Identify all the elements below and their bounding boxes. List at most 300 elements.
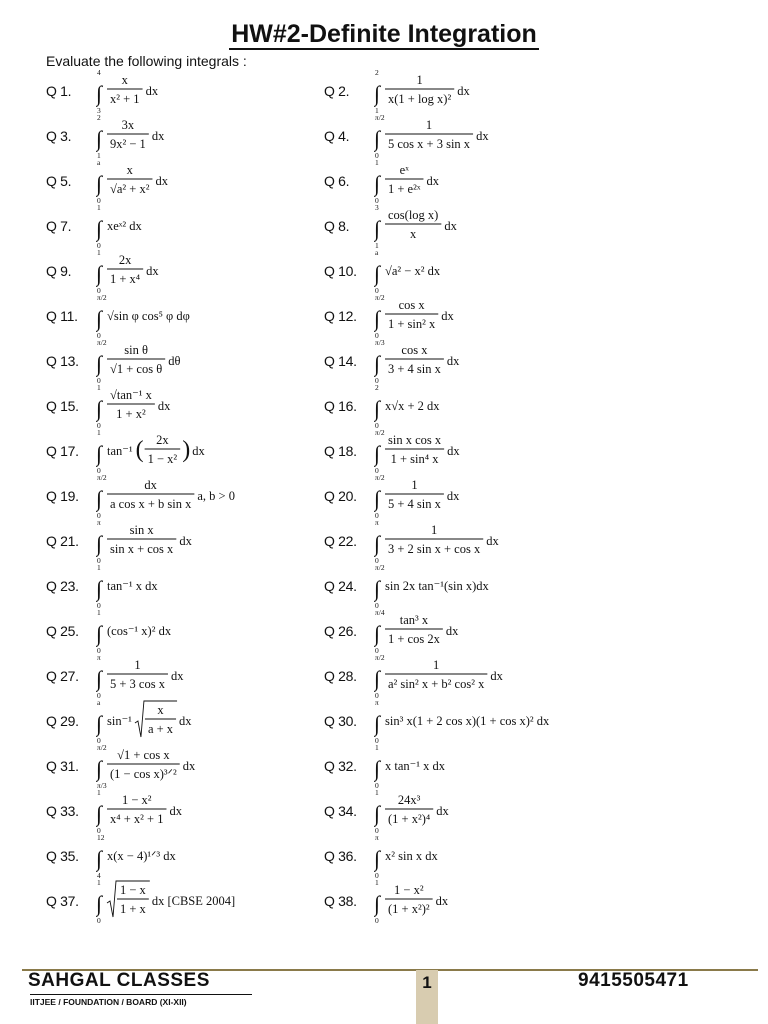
numerator: 1 [433, 658, 440, 672]
question-item [46, 788, 321, 835]
denominator: sin x + cos x [110, 542, 174, 556]
differential: dx [155, 174, 168, 188]
question-label: Q 30. [324, 713, 357, 729]
integral-sign: ∫ [96, 576, 103, 601]
differential: dx [179, 714, 192, 728]
integral-expression [374, 247, 629, 295]
differential: dx [490, 669, 503, 683]
question-label: Q 6. [324, 173, 350, 189]
lower-limit: 0 [97, 826, 101, 835]
lower-limit: 0 [97, 646, 101, 655]
integrand: x(x − 4)¹ᐟ³ dx [107, 849, 176, 863]
question-item [324, 743, 599, 790]
integral-sign: ∫ [374, 756, 381, 781]
upper-limit: a [97, 158, 101, 167]
lower-limit: 0 [97, 331, 101, 340]
integral-sign: ∫ [96, 846, 103, 871]
page-number: 1 [416, 970, 438, 1024]
differential: dx [170, 669, 184, 683]
question-label: Q 22. [324, 533, 357, 549]
denominator: a + x [147, 722, 174, 736]
question-item [324, 158, 599, 205]
upper-limit: π [375, 833, 379, 842]
question-label: Q 17. [46, 443, 79, 459]
denominator: (1 + x²)⁴ [388, 812, 431, 826]
denominator: 1 + sin² x [388, 317, 436, 331]
question-label: Q 7. [46, 218, 72, 234]
question-label: Q 13. [46, 353, 79, 369]
lower-limit: 0 [97, 736, 101, 745]
lower-limit: 0 [375, 376, 379, 385]
paren-right: ) [182, 437, 191, 463]
integrand: (cos⁻¹ x)² dx [107, 624, 172, 638]
upper-limit: π/2 [97, 743, 107, 752]
question-label: Q 11. [46, 308, 78, 324]
upper-limit: a [375, 248, 379, 257]
question-item [324, 203, 599, 250]
integral-expression [96, 697, 351, 745]
upper-limit: π/2 [97, 473, 107, 482]
denominator: 5 + 3 cos x [110, 677, 165, 691]
question-item [324, 293, 599, 340]
integral-sign: ∫ [96, 306, 103, 331]
integral-expression [96, 787, 351, 835]
integrand: tan⁻¹ x dx [107, 579, 158, 593]
integrand-prefix: tan⁻¹ [107, 444, 133, 458]
integral-expression [374, 382, 629, 430]
question-label: Q 31. [46, 758, 79, 774]
denominator: 1 + x [120, 902, 146, 916]
integral-expression [96, 517, 351, 565]
numerator: sin θ [124, 343, 148, 357]
footer-subtitle: IITJEE / FOUNDATION / BOARD (XI-XII) [30, 994, 252, 1007]
numerator: 2x [118, 253, 132, 267]
numerator: 1 [411, 478, 418, 492]
upper-limit: π/2 [375, 293, 385, 302]
integral-expression [374, 112, 629, 160]
integral-sign: ∫ [96, 351, 103, 376]
denominator: (1 − cos x)³ᐟ² [110, 767, 177, 781]
differential: dx [436, 804, 449, 818]
question-item [46, 203, 321, 250]
footer-phone: 9415505471 [578, 970, 689, 991]
integral-expression [374, 607, 629, 655]
lower-limit: 0 [375, 421, 379, 430]
denominator: 1 + x² [116, 407, 146, 421]
integral-sign: ∫ [374, 891, 381, 916]
integral-expression [374, 832, 629, 880]
numerator: √1 + cos x [117, 748, 170, 762]
differential: dx [447, 444, 460, 458]
question-label: Q 8. [324, 218, 350, 234]
integrand-prefix: sin⁻¹ [107, 714, 132, 728]
question-label: Q 1. [46, 83, 72, 99]
question-item [324, 653, 599, 700]
differential: dx [146, 264, 159, 278]
upper-limit: π/3 [375, 338, 385, 347]
integral-sign: ∫ [374, 666, 381, 691]
numerator: 3x [121, 118, 135, 132]
question-label: Q 3. [46, 128, 72, 144]
question-item [46, 743, 321, 790]
question-item [46, 518, 321, 565]
upper-limit: 1 [375, 878, 379, 887]
denominator: a cos x + b sin x [110, 497, 192, 511]
question-label: Q 35. [46, 848, 79, 864]
question-label: Q 23. [46, 578, 79, 594]
upper-limit: 3 [375, 203, 379, 212]
denominator: 9x² − 1 [110, 137, 146, 151]
integral-expression [96, 112, 351, 160]
numerator: eˣ [399, 163, 409, 177]
lower-limit: 1 [97, 151, 101, 160]
denominator: x [410, 227, 417, 241]
numerator: sin x cos x [388, 433, 442, 447]
integral-sign: ∫ [96, 486, 103, 511]
integrand: x√x + 2 dx [385, 399, 440, 413]
integral-expression [96, 337, 351, 385]
lower-limit: 0 [97, 421, 101, 430]
question-label: Q 24. [324, 578, 357, 594]
upper-limit: 1 [97, 428, 101, 437]
integral-expression [96, 562, 351, 610]
numerator: cos(log x) [388, 208, 439, 222]
denominator: √1 + cos θ [110, 362, 163, 376]
integral-sign: ∫ [374, 261, 381, 286]
question-item [46, 698, 321, 745]
upper-limit: 2 [375, 383, 379, 392]
upper-limit: 1 [375, 158, 379, 167]
paren-left: ( [135, 437, 144, 463]
lower-limit: 0 [375, 196, 379, 205]
lower-limit: 0 [375, 691, 379, 700]
question-label: Q 32. [324, 758, 357, 774]
integral-expression [96, 202, 351, 250]
integral-sign: ∫ [96, 81, 103, 106]
lower-limit: 0 [375, 736, 379, 745]
upper-limit: 1 [97, 563, 101, 572]
denominator: √a² + x² [110, 182, 150, 196]
numerator: x [157, 703, 164, 717]
lower-limit: 0 [97, 286, 101, 295]
question-label: Q 28. [324, 668, 357, 684]
upper-limit: π [97, 518, 101, 527]
question-item [324, 473, 599, 520]
integral-expression [374, 157, 629, 205]
lower-limit: 0 [375, 781, 379, 790]
differential: dx [192, 444, 205, 458]
question-item [324, 113, 599, 160]
lower-limit: 0 [375, 151, 379, 160]
differential: dx [476, 129, 489, 143]
denominator: 1 + x⁴ [110, 272, 141, 286]
upper-limit: 12 [97, 833, 105, 842]
differential: dx [446, 354, 460, 368]
integral-sign: ∫ [96, 531, 103, 556]
lower-limit: 1 [375, 241, 379, 250]
question-label: Q 36. [324, 848, 357, 864]
integrand: x² sin x dx [385, 849, 438, 863]
integral-expression [96, 877, 351, 925]
integral-sign: ∫ [96, 711, 103, 736]
integral-sign: ∫ [374, 801, 381, 826]
differential: dx [445, 624, 459, 638]
denominator: 1 + cos 2x [388, 632, 440, 646]
question-item [46, 878, 321, 925]
integral-sign: ∫ [96, 441, 103, 466]
question-item [324, 878, 599, 925]
question-label: Q 2. [324, 83, 350, 99]
question-item [324, 833, 599, 880]
denominator: 5 cos x + 3 sin x [388, 137, 471, 151]
question-label: Q 4. [324, 128, 350, 144]
question-label: Q 25. [46, 623, 79, 639]
question-item [324, 563, 599, 610]
lower-limit: 0 [97, 556, 101, 565]
integral-expression [374, 292, 629, 340]
integral-sign: ∫ [374, 351, 381, 376]
integral-sign: ∫ [96, 396, 103, 421]
question-item [46, 563, 321, 610]
lower-limit: π/3 [97, 781, 107, 790]
question-item [324, 428, 599, 475]
denominator: a² sin² x + b² cos² x [388, 677, 485, 691]
integral-sign: ∫ [374, 486, 381, 511]
integrand: sin³ x(1 + 2 cos x)(1 + cos x)² dx [385, 714, 550, 728]
question-label: Q 37. [46, 893, 79, 909]
integral-expression [96, 607, 351, 655]
question-item [46, 833, 321, 880]
differential: dx [151, 129, 165, 143]
integral-expression [96, 832, 351, 880]
differential: a, b > 0 [197, 489, 235, 503]
lower-limit: 0 [375, 286, 379, 295]
differential: dx [435, 894, 449, 908]
lower-limit: 0 [375, 331, 379, 340]
integrand: √a² − x² dx [385, 264, 441, 278]
question-label: Q 38. [324, 893, 357, 909]
question-item [46, 608, 321, 655]
differential: dx [179, 534, 192, 548]
numerator: cos x [401, 343, 428, 357]
question-item [324, 698, 599, 745]
numerator: 1 [430, 523, 438, 537]
integral-expression [374, 697, 629, 745]
numerator: cos x [398, 298, 425, 312]
question-label: Q 26. [324, 623, 357, 639]
integral-expression [96, 472, 351, 520]
upper-limit: 1 [375, 743, 379, 752]
lower-limit: 0 [375, 511, 379, 520]
differential: dx [169, 804, 182, 818]
integral-expression [374, 787, 629, 835]
integral-expression [374, 472, 629, 520]
question-label: Q 14. [324, 353, 357, 369]
integral-sign: ∫ [96, 621, 103, 646]
integral-sign: ∫ [374, 396, 381, 421]
differential: dx [457, 84, 470, 98]
differential: dx [CBSE 2004] [151, 894, 236, 908]
lower-limit: 0 [375, 826, 379, 835]
question-item [324, 608, 599, 655]
question-item [46, 338, 321, 385]
instructions: Evaluate the following integrals : [46, 53, 247, 69]
integral-sign: ∫ [96, 126, 103, 151]
upper-limit: 2 [97, 113, 101, 122]
integrand: √sin φ cos⁵ φ dφ [107, 309, 190, 323]
denominator: 1 − x² [147, 452, 178, 466]
lower-limit: 0 [97, 466, 101, 475]
footer-brand: SAHGAL CLASSES [28, 970, 210, 991]
integral-expression [96, 157, 351, 205]
numerator: tan³ x [399, 613, 429, 627]
upper-limit: π [375, 698, 379, 707]
integral-expression [96, 247, 351, 295]
question-label: Q 10. [324, 263, 357, 279]
page-title: HW#2-Definite Integration [231, 20, 537, 48]
integral-sign: ∫ [96, 666, 103, 691]
upper-limit: π [375, 518, 379, 527]
integral-sign: ∫ [374, 306, 381, 331]
integrand: sin 2x tan⁻¹(sin x)dx [385, 579, 489, 593]
upper-limit: π/2 [375, 473, 385, 482]
integral-expression [374, 202, 629, 250]
differential: dx [441, 309, 454, 323]
upper-limit: 1 [375, 788, 379, 797]
differential: dx [426, 174, 439, 188]
differential: dθ [168, 354, 181, 368]
integral-expression [96, 742, 351, 790]
upper-limit: π/2 [375, 563, 385, 572]
question-label: Q 5. [46, 173, 72, 189]
lower-limit: 0 [97, 196, 101, 205]
numerator: x [121, 73, 128, 87]
integral-sign: ∫ [374, 171, 381, 196]
numerator: 1 [134, 658, 141, 672]
upper-limit: 2 [375, 68, 379, 77]
question-item [324, 338, 599, 385]
question-item [46, 248, 321, 295]
question-item [324, 788, 599, 835]
lower-limit: 3 [97, 106, 101, 115]
denominator: x⁴ + x² + 1 [110, 812, 164, 826]
differential: dx [145, 84, 159, 98]
question-item [46, 293, 321, 340]
integral-sign: ∫ [374, 216, 381, 241]
integral-sign: ∫ [96, 261, 103, 286]
question-label: Q 12. [324, 308, 357, 324]
integral-sign: ∫ [374, 576, 381, 601]
numerator: 1 − x² [394, 883, 424, 897]
question-item [46, 653, 321, 700]
lower-limit: 0 [97, 511, 101, 520]
integral-expression [96, 67, 351, 115]
question-item [46, 68, 321, 115]
integral-expression [374, 517, 629, 565]
integral-expression [374, 652, 629, 700]
integral-sign: ∫ [374, 711, 381, 736]
question-label: Q 21. [46, 533, 79, 549]
integral-expression [374, 877, 629, 925]
lower-limit: 0 [375, 916, 379, 925]
upper-limit: π [97, 653, 101, 662]
integral-sign: ∫ [374, 126, 381, 151]
integral-sign: ∫ [374, 846, 381, 871]
integral-expression [374, 67, 629, 115]
numerator: √tan⁻¹ x [110, 388, 152, 402]
lower-limit: 0 [97, 241, 101, 250]
upper-limit: 1 [97, 788, 101, 797]
denominator: (1 + x²)² [388, 902, 430, 916]
integrand: xeˣ² dx [107, 219, 142, 233]
lower-limit: 0 [375, 646, 379, 655]
numerator: x [126, 163, 133, 177]
numerator: 24x³ [397, 793, 421, 807]
differential: dx [444, 219, 457, 233]
upper-limit: π/2 [97, 293, 107, 302]
numerator: dx [144, 478, 157, 492]
question-item [324, 248, 599, 295]
integral-sign: ∫ [374, 621, 381, 646]
lower-limit: 0 [97, 916, 101, 925]
question-label: Q 27. [46, 668, 79, 684]
differential: dx [446, 489, 460, 503]
lower-limit: 0 [97, 691, 101, 700]
upper-limit: π/2 [375, 653, 385, 662]
denominator: 1 + sin⁴ x [390, 452, 439, 466]
integral-sign: ∫ [96, 801, 103, 826]
integrand: x tan⁻¹ x dx [385, 759, 445, 773]
lower-limit: 0 [97, 601, 101, 610]
differential: dx [486, 534, 499, 548]
upper-limit: 1 [97, 878, 101, 887]
upper-limit: π/4 [375, 608, 385, 617]
upper-limit: 1 [97, 248, 101, 257]
integral-sign: ∫ [96, 891, 103, 916]
denominator: x(1 + log x)² [388, 92, 452, 106]
integral-sign: ∫ [374, 81, 381, 106]
differential: dx [157, 399, 171, 413]
numerator: 1 [425, 118, 433, 132]
numerator: 1 [416, 73, 423, 87]
upper-limit: 4 [97, 68, 101, 77]
question-label: Q 34. [324, 803, 357, 819]
upper-limit: π/2 [97, 338, 107, 347]
integral-expression [374, 427, 629, 475]
upper-limit: π/2 [375, 428, 385, 437]
integral-sign: ∫ [96, 216, 103, 241]
question-item [324, 68, 599, 115]
denominator: 3 + 4 sin x [388, 362, 441, 376]
lower-limit: 0 [375, 601, 379, 610]
question-label: Q 29. [46, 713, 79, 729]
integral-sign: ∫ [374, 441, 381, 466]
denominator: 3 + 2 sin x + cos x [388, 542, 481, 556]
integral-expression [374, 562, 629, 610]
question-label: Q 15. [46, 398, 79, 414]
upper-limit: 1 [97, 203, 101, 212]
question-item [46, 473, 321, 520]
integral-expression [96, 382, 351, 430]
differential: dx [182, 759, 196, 773]
lower-limit: 0 [375, 556, 379, 565]
lower-limit: 1 [375, 106, 379, 115]
numerator: 2x [156, 433, 169, 447]
question-label: Q 16. [324, 398, 357, 414]
integral-sign: ∫ [96, 756, 103, 781]
denominator: 1 + e²ˣ [388, 182, 421, 196]
upper-limit: 1 [97, 383, 101, 392]
